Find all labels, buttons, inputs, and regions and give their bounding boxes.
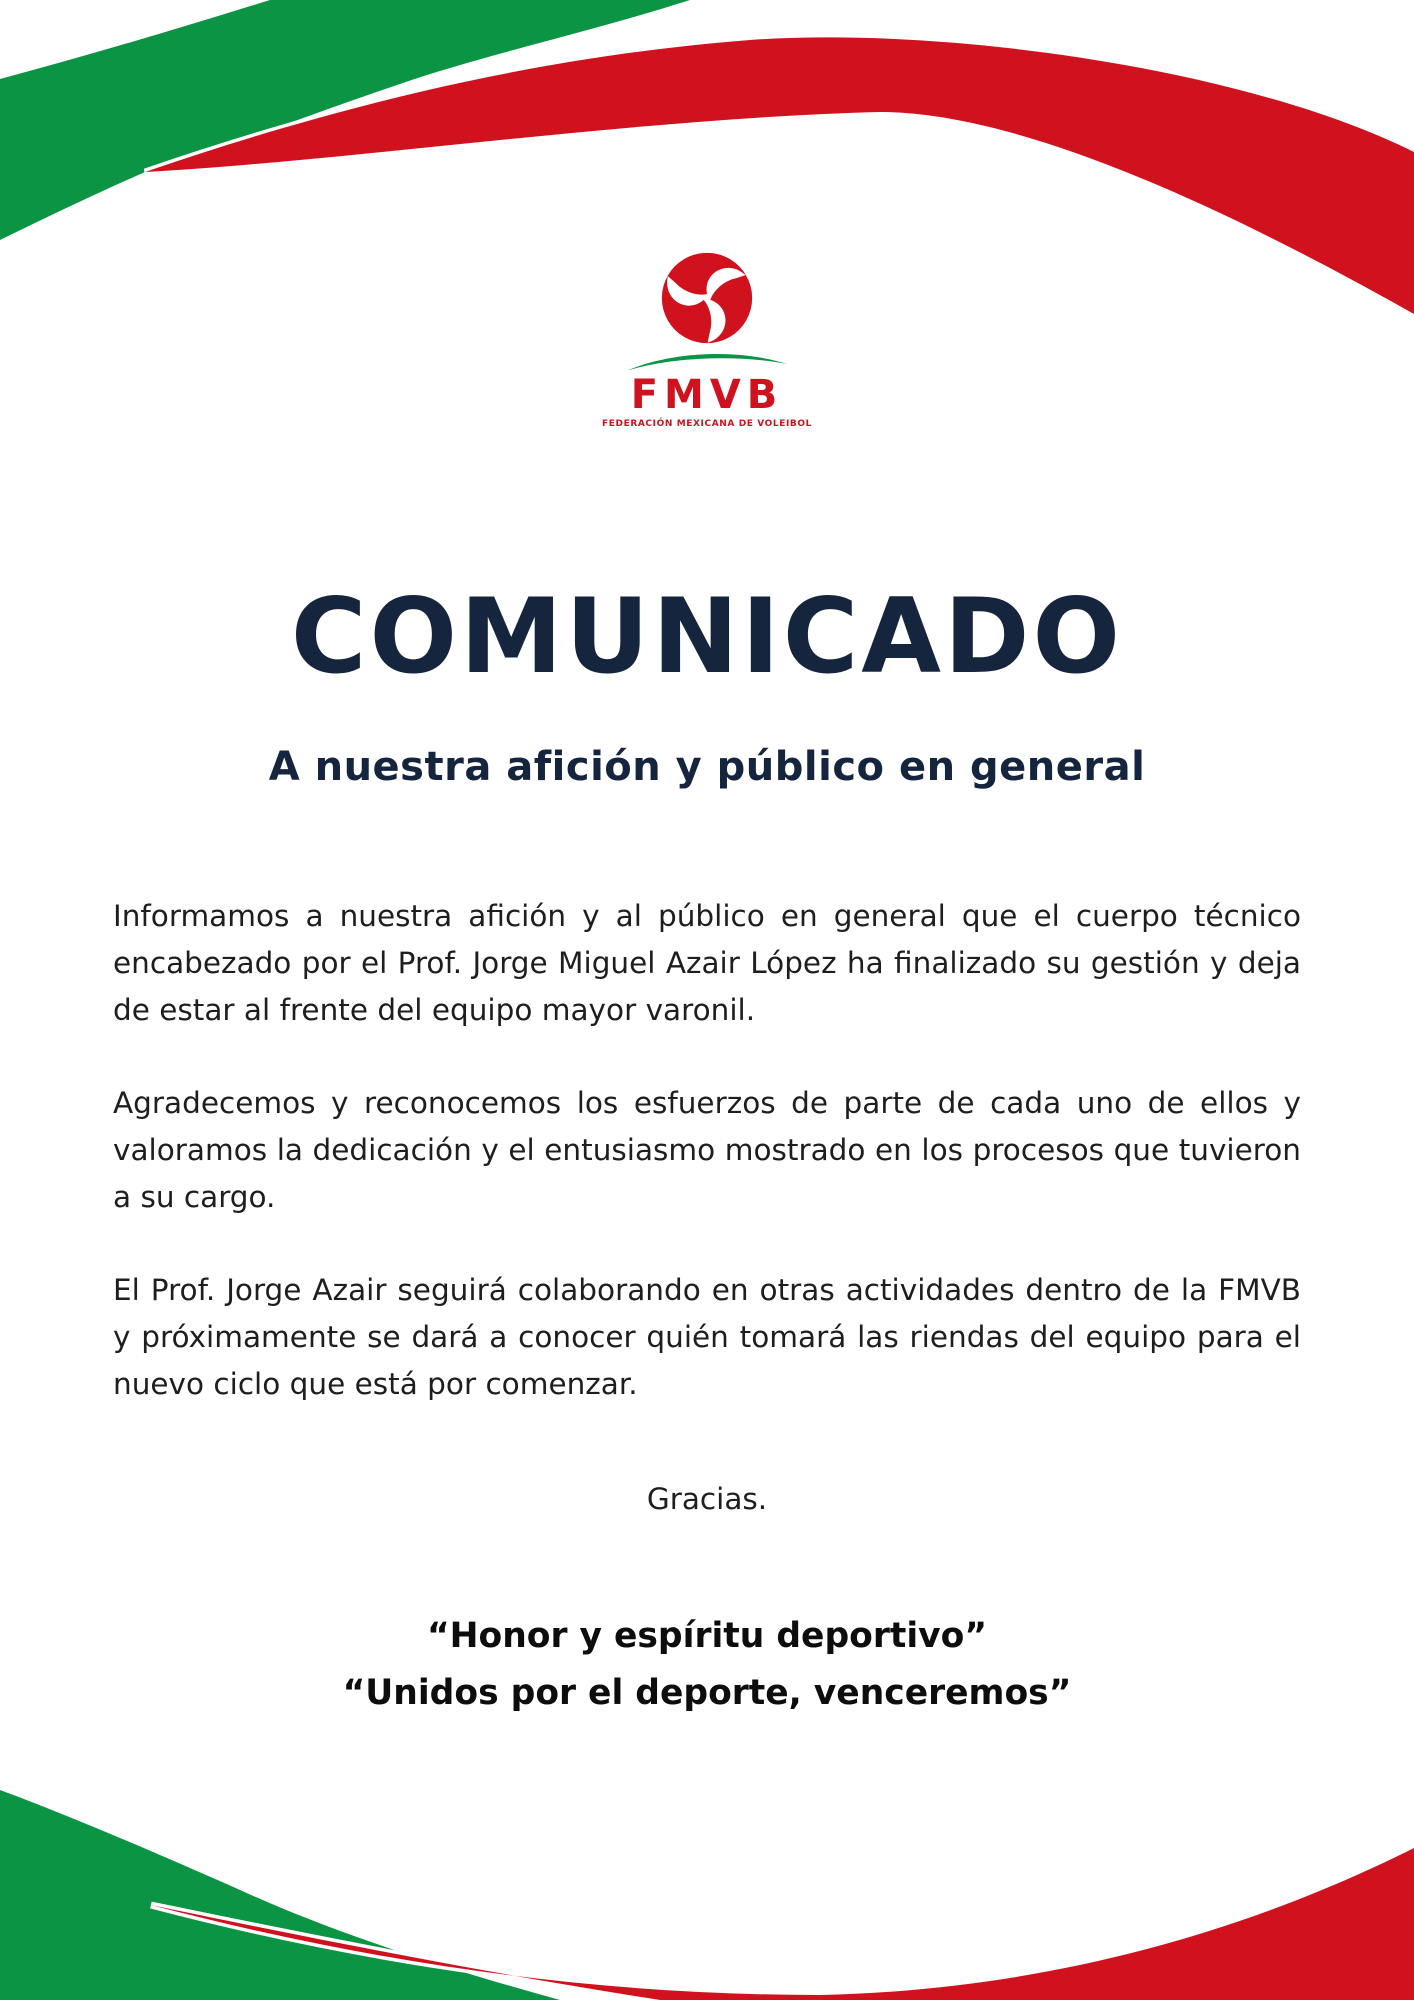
closing-thanks: Gracias. [646, 1482, 768, 1516]
volleyball-icon [659, 250, 755, 346]
bottom-red-swoosh-shape [151, 1848, 1414, 2000]
paragraph-1: Informamos a nuestra afición y al público en general que el cuerpo técnico encabezado por el Prof. Jorge Miguel Azair López ha finalizado su gestión y deja de estar al frente del equipo mayor varonil. [113, 899, 1301, 1027]
logo-caption: FEDERACIÓN MEXICANA DE VOLEIBOL [602, 419, 812, 429]
page-title: COMUNICADO [290, 577, 1124, 697]
paragraph-3: El Prof. Jorge Azair seguirá colaborando en otras actividades dentro de la FMVB y próximamente se dará a conocer quién tomará las riendas del equipo para el nuevo ciclo que está por comenzar. [113, 1273, 1301, 1401]
bottom-green-swoosh-shape [0, 1790, 560, 2000]
motto-quotes [0, 1608, 1414, 1722]
top-green-swoosh-shape [0, 0, 690, 240]
fmvb-logo [0, 250, 1414, 429]
paragraph-2: Agradecemos y reconocemos los esfuerzos de parte de cada uno de ellos y valoramos la dedicación y el entusiasmo mostrado en los procesos que tuvieron a su cargo. [113, 1086, 1301, 1214]
quote-line-1: “Honor y espíritu deportivo” [426, 1616, 988, 1656]
announcement-body [113, 893, 1301, 1454]
page-subtitle: A nuestra afición y público en general [268, 744, 1146, 790]
logo-wordmark: FMVB [630, 372, 784, 418]
green-arc-icon [619, 344, 795, 374]
quote-line-2: “Unidos por el deporte, venceremos” [342, 1673, 1072, 1713]
